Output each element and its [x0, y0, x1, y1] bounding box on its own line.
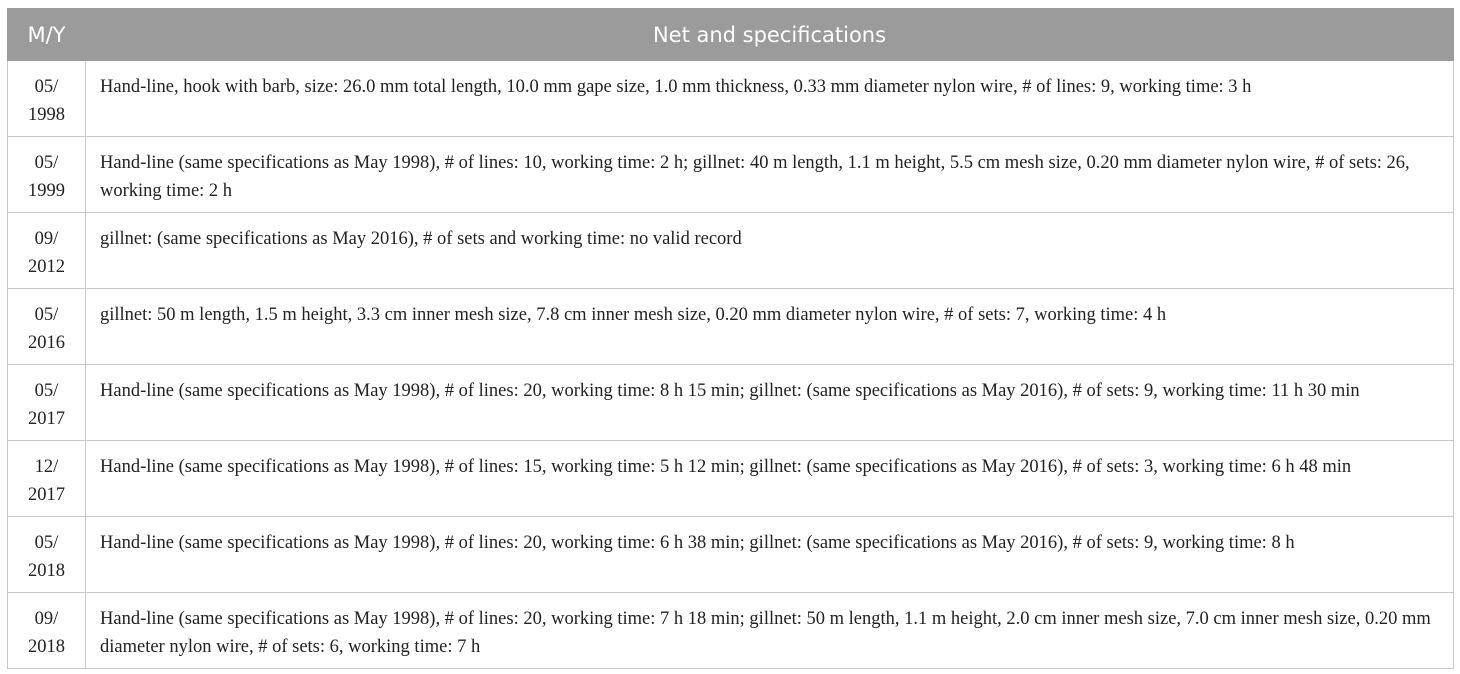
spec-cell: Hand-line (same specifications as May 1998), # of lines: 20, working time: 8 h 15 min; gillnet: (same specifications as May 2016), # of sets: 9, working time: 11 h 30 min: [86, 365, 1454, 441]
column-header-spec: Net and specifications: [86, 9, 1454, 61]
my-cell: [8, 593, 86, 669]
spec-cell: Hand-line, hook with barb, size: 26.0 mm total length, 10.0 mm gape size, 1.0 mm thickness, 0.33 mm diameter nylon wire, # of lines: 9, working time: 3 h: [86, 61, 1454, 137]
my-cell: [8, 365, 86, 441]
header-row: [8, 9, 1454, 61]
my-cell: [8, 137, 86, 213]
my-cell: [8, 61, 86, 137]
table-row: [8, 289, 1454, 365]
month-text: 09/: [34, 229, 59, 249]
table-header: [8, 9, 1454, 61]
spec-cell: Hand-line (same specifications as May 1998), # of lines: 10, working time: 2 h; gillnet: 40 m length, 1.1 m height, 5.5 cm mesh size, 0.20 mm diameter nylon wire, # of sets: 26, working time: 2 h: [86, 137, 1454, 213]
month-text: 05/: [34, 381, 59, 401]
table-row: [8, 137, 1454, 213]
column-header-my: M/Y: [8, 9, 86, 61]
my-cell: [8, 441, 86, 517]
month-text: 05/: [34, 533, 59, 553]
table-row: [8, 593, 1454, 669]
year-text: 2016: [28, 333, 65, 353]
table-row: [8, 213, 1454, 289]
table-body: [8, 61, 1454, 669]
month-text: 05/: [34, 305, 59, 325]
month-text: 12/: [34, 457, 59, 477]
spec-cell: gillnet: 50 m length, 1.5 m height, 3.3 cm inner mesh size, 7.8 cm inner mesh size, 0.20 mm diameter nylon wire, # of sets: 7, working time: 4 h: [86, 289, 1454, 365]
spec-cell: Hand-line (same specifications as May 1998), # of lines: 20, working time: 6 h 38 min; gillnet: (same specifications as May 2016), # of sets: 9, working time: 8 h: [86, 517, 1454, 593]
net-specifications-table: [7, 8, 1454, 669]
year-text: 2018: [28, 561, 65, 581]
year-text: 1998: [28, 105, 65, 125]
year-text: 1999: [28, 181, 65, 201]
my-cell: [8, 289, 86, 365]
month-text: 09/: [34, 609, 59, 629]
table-row: [8, 365, 1454, 441]
month-text: 05/: [34, 77, 59, 97]
year-text: 2017: [28, 485, 65, 505]
spec-cell: Hand-line (same specifications as May 1998), # of lines: 15, working time: 5 h 12 min; gillnet: (same specifications as May 2016), # of sets: 3, working time: 6 h 48 min: [86, 441, 1454, 517]
table-row: [8, 441, 1454, 517]
year-text: 2012: [28, 257, 65, 277]
spec-cell: Hand-line (same specifications as May 1998), # of lines: 20, working time: 7 h 18 min; gillnet: 50 m length, 1.1 m height, 2.0 cm inner mesh size, 7.0 cm inner mesh size, 0.20 mm diameter nylon wire, # of sets: 6, working time: 7 h: [86, 593, 1454, 669]
my-cell: [8, 517, 86, 593]
month-text: 05/: [34, 153, 59, 173]
spec-cell: gillnet: (same specifications as May 2016), # of sets and working time: no valid record: [86, 213, 1454, 289]
my-cell: [8, 213, 86, 289]
year-text: 2017: [28, 409, 65, 429]
year-text: 2018: [28, 637, 65, 657]
table-row: [8, 61, 1454, 137]
net-specifications-table-container: [7, 8, 1453, 669]
table-row: [8, 517, 1454, 593]
